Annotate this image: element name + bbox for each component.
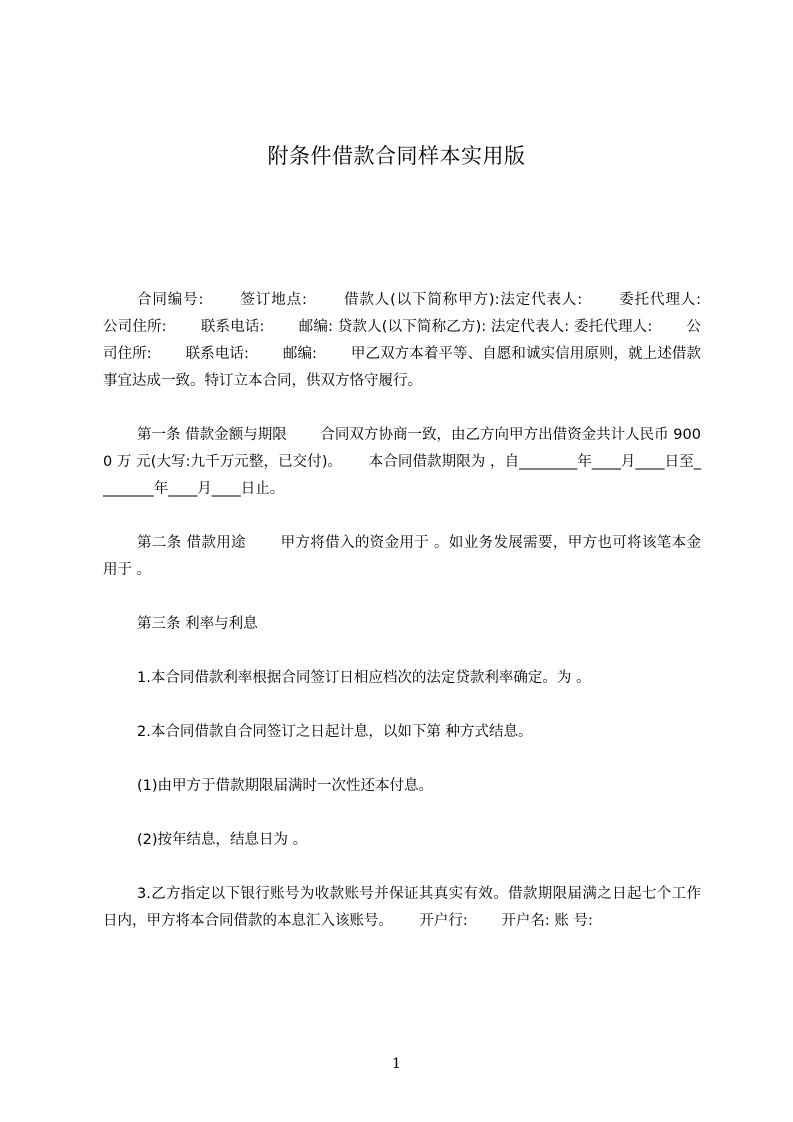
clause-3-2-option-1: (1)由甲方于借款期限届满时一次性还本付息。	[137, 778, 434, 794]
document-body	[103, 287, 735, 935]
clause-3-2-option-2: (2)按年结息，结息日为 。	[137, 832, 308, 848]
contract-header-paragraph: 合同编号: 签订地点: 借款人(以下简称甲方):法定代表人: 委托代理人: 公司住所: 联系电话: 邮编: 贷款人(以下简称乙方): 法定代表人: 委托代理人: 公司住所: 联系电话: 邮编: 甲乙双方本着平等、自愿和诚实信用原则，就上述借款事宜达成一致。特订立本合同，供双方恪守履行。	[103, 292, 735, 389]
clause-3-1-paragraph: 1.本合同借款利率根据合同签订日相应档次的法定贷款利率确定。为 。	[137, 670, 591, 686]
clause-3-3-paragraph: 3.乙方指定以下银行账号为收款账号并保证其真实有效。借款期限届满之日起七个工作日内，甲方将本合同借款的本息汇入该账号。 开户行: 开户名: 账 号:	[103, 886, 701, 929]
page-title: 附条件借款合同样本实用版	[267, 144, 526, 168]
page-number: 1	[392, 1056, 401, 1072]
clause-3-2-paragraph: 2.本合同借款自合同签订之日起计息，以如下第 种方式结息。	[137, 724, 533, 740]
article-1-paragraph: 第一条 借款金额与期限 合同双方协商一致，由乙方向甲方出借资金共计人民币 9000 万 元(大写:九千万元整，已交付)。 本合同借款期限为 ，自________年____月____日至________年____月____日止。	[103, 427, 701, 497]
article-3-heading: 第三条 利率与利息	[137, 616, 258, 632]
article-2-paragraph: 第二条 借款用途 甲方将借入的资金用于 。如业务发展需要，甲方也可将该笔本金用于 。	[103, 535, 701, 578]
